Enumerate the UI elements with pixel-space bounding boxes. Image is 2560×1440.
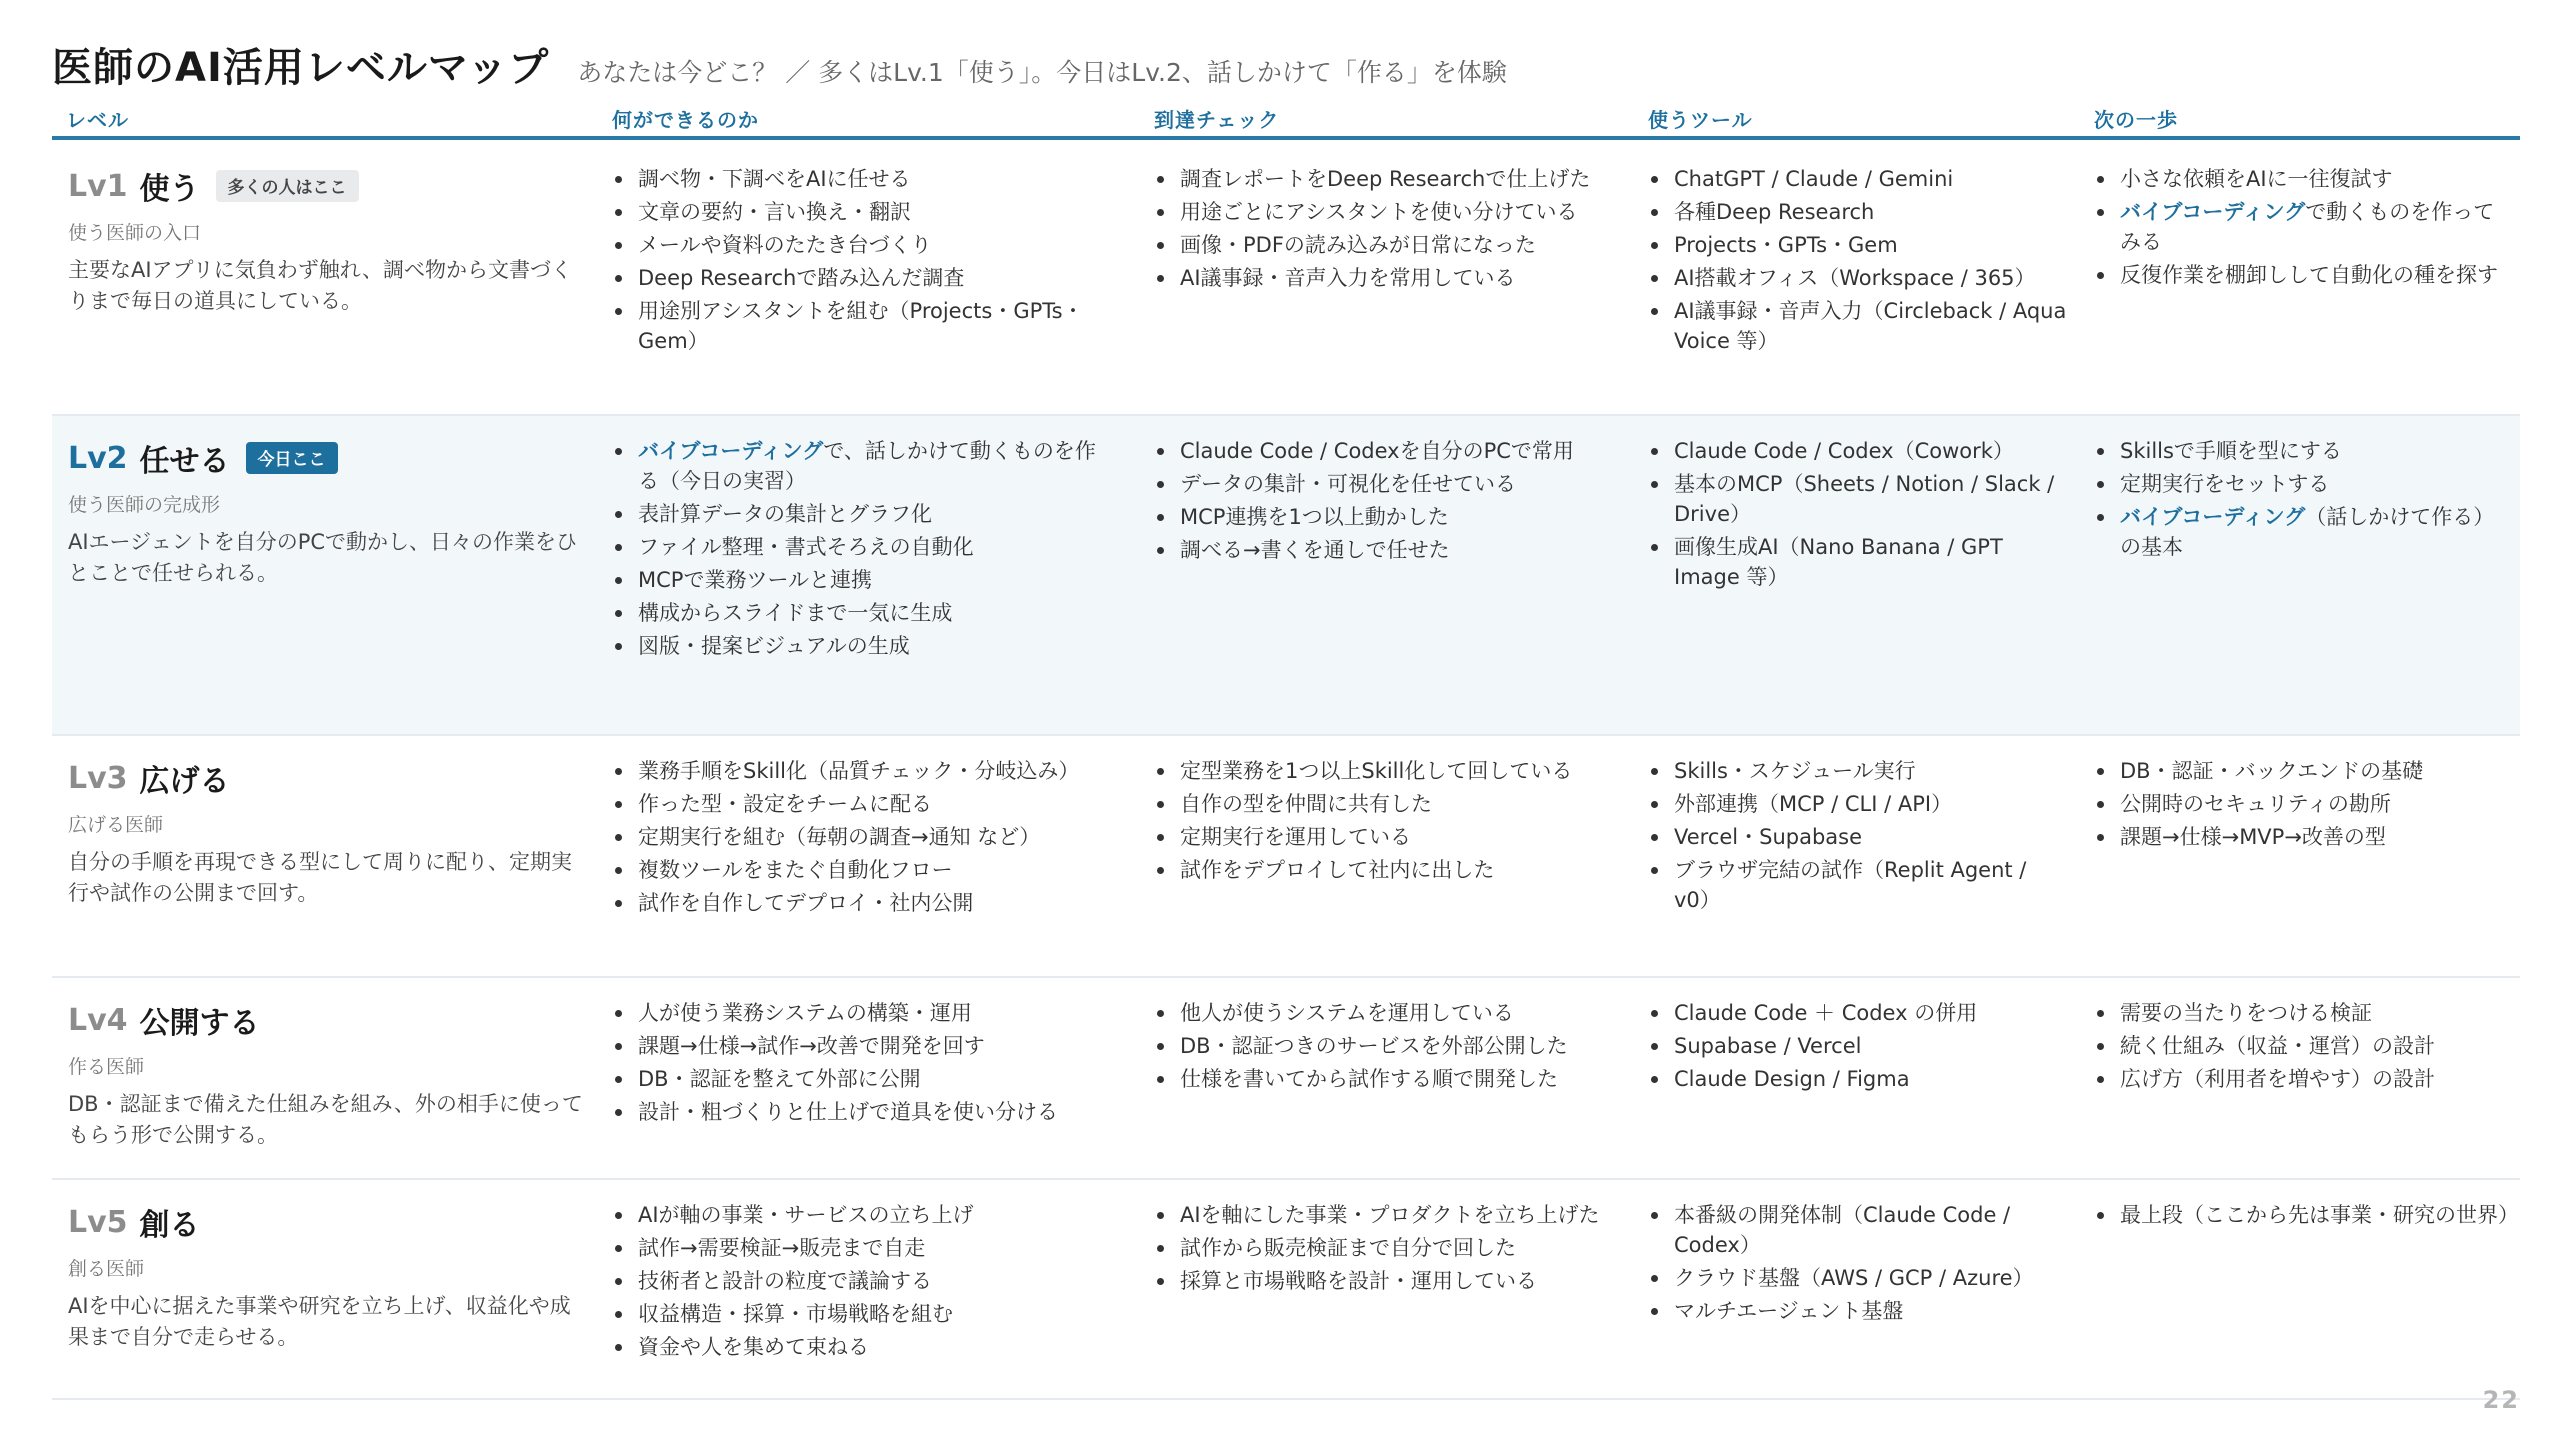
level-description: AIエージェントを自分のPCで動かし、日々の作業をひとことで任せられる。 bbox=[68, 530, 578, 585]
tools-cell bbox=[1648, 164, 2068, 359]
check-list bbox=[1154, 436, 1614, 565]
next-step-item-text: 広げ方（利用者を増やす）の設計 bbox=[2120, 1067, 2435, 1091]
tool-list bbox=[1648, 756, 2068, 915]
level-badge: 今日ここ bbox=[246, 442, 338, 474]
next-step-item bbox=[2094, 1064, 2514, 1094]
check-item: 試作をデプロイして社内に出した bbox=[1154, 855, 1614, 885]
check-item: Claude Code / Codexを自分のPCで常用 bbox=[1154, 436, 1614, 466]
check-item: 調べる→書くを通しで任せた bbox=[1154, 535, 1614, 565]
tool-item: 各種Deep Research bbox=[1648, 197, 2068, 227]
tool-item: Vercel・Supabase bbox=[1648, 822, 2068, 852]
check-item: 自作の型を仲間に共有した bbox=[1154, 789, 1614, 819]
header bbox=[52, 36, 2520, 93]
level-heading bbox=[68, 436, 588, 480]
highlight-term: バイブコーディング bbox=[2120, 200, 2306, 224]
next-step-item-text: 需要の当たりをつける検証 bbox=[2120, 1001, 2372, 1025]
level-subtitle: 使う医師の入口 bbox=[68, 222, 202, 244]
checklist-cell bbox=[1154, 164, 1614, 296]
capability-item-text: で、話しかけて動くものを作る（今日の実習） bbox=[638, 439, 1096, 493]
level-cell bbox=[68, 1200, 588, 1353]
capability-item: 資金や人を集めて束ねる bbox=[612, 1332, 1112, 1362]
capability-item: 用途別アシスタントを組む（Projects・GPTs・Gem） bbox=[612, 296, 1112, 356]
level-heading bbox=[68, 164, 588, 208]
level-subtitle: 使う医師の完成形 bbox=[68, 494, 221, 516]
check-item: 試作から販売検証まで自分で回した bbox=[1154, 1233, 1614, 1263]
level-badge: 多くの人はここ bbox=[216, 170, 359, 202]
level-cell bbox=[68, 164, 588, 317]
next-step-cell bbox=[2094, 1200, 2519, 1233]
checklist-cell bbox=[1154, 998, 1614, 1097]
capability-item bbox=[612, 436, 1112, 496]
capability-list bbox=[612, 436, 1112, 661]
page-number: 22 bbox=[2482, 1386, 2520, 1414]
level-description: DB・認証まで備えた仕組みを組み、外の相手に使ってもらう形で公開する。 bbox=[68, 1092, 583, 1147]
next-step-item-text: （話しかけて作る）の基本 bbox=[2120, 505, 2495, 559]
capability-item-text: 図版・提案ビジュアルの生成 bbox=[638, 634, 910, 658]
check-list bbox=[1154, 756, 1614, 885]
next-step-item-text: 公開時のセキュリティの勘所 bbox=[2120, 792, 2391, 816]
level-description: 主要なAIアプリに気負わず触れ、調べ物から文書づくりまで毎日の道具にしている。 bbox=[68, 258, 572, 313]
check-item: 採算と市場戦略を設計・運用している bbox=[1154, 1266, 1614, 1296]
checklist-cell bbox=[1154, 756, 1614, 888]
check-list bbox=[1154, 1200, 1614, 1296]
level-number: Lv2 bbox=[68, 440, 128, 476]
next-step-item bbox=[2094, 1031, 2514, 1061]
check-item: 他人が使うシステムを運用している bbox=[1154, 998, 1614, 1028]
next-step-cell bbox=[2094, 164, 2514, 293]
check-list bbox=[1154, 164, 1614, 293]
check-item: 定期実行を運用している bbox=[1154, 822, 1614, 852]
tools-cell bbox=[1648, 436, 2068, 595]
tools-cell bbox=[1648, 1200, 2068, 1329]
capability-item: 作った型・設定をチームに配る bbox=[612, 789, 1112, 819]
check-item: MCP連携を1つ以上動かした bbox=[1154, 502, 1614, 532]
capabilities-cell bbox=[612, 436, 1112, 664]
column-header-next-step: 次の一歩 bbox=[2094, 108, 2178, 132]
tool-item: Claude Code ＋ Codex の併用 bbox=[1648, 998, 2068, 1028]
tool-item: ChatGPT / Claude / Gemini bbox=[1648, 164, 2068, 194]
next-step-item-text: DB・認証・バックエンドの基礎 bbox=[2120, 759, 2424, 783]
capability-item: 人が使う業務システムの構築・運用 bbox=[612, 998, 1112, 1028]
capability-item: 収益構造・採算・市場戦略を組む bbox=[612, 1299, 1112, 1329]
capability-item: 業務手順をSkill化（品質チェック・分岐込み） bbox=[612, 756, 1112, 786]
capability-item bbox=[612, 565, 1112, 595]
capabilities-cell bbox=[612, 164, 1112, 359]
capability-item: AIが軸の事業・サービスの立ち上げ bbox=[612, 1200, 1112, 1230]
level-number: Lv1 bbox=[68, 168, 128, 204]
check-item: 用途ごとにアシスタントを使い分けている bbox=[1154, 197, 1614, 227]
capability-item bbox=[612, 532, 1112, 562]
capability-item bbox=[612, 631, 1112, 661]
level-name: 任せる bbox=[139, 444, 230, 479]
next-step-item bbox=[2094, 164, 2514, 194]
tool-item: Projects・GPTs・Gem bbox=[1648, 230, 2068, 260]
level-row-5 bbox=[52, 1180, 2520, 1400]
next-step-item bbox=[2094, 998, 2514, 1028]
next-step-item bbox=[2094, 502, 2514, 562]
capability-item: 課題→仕様→試作→改善で開発を回す bbox=[612, 1031, 1112, 1061]
level-number: Lv4 bbox=[68, 1002, 128, 1038]
level-number: Lv5 bbox=[68, 1204, 128, 1240]
next-step-item-text: Skillsで手順を型にする bbox=[2120, 439, 2342, 463]
level-cell bbox=[68, 436, 588, 589]
next-step-item-text: 最上段（ここから先は事業・研究の世界） bbox=[2120, 1203, 2519, 1227]
next-step-item bbox=[2094, 469, 2514, 499]
capabilities-cell bbox=[612, 1200, 1112, 1365]
capability-item-text: 構成からスライドまで一気に生成 bbox=[638, 601, 953, 625]
tool-item: Claude Design / Figma bbox=[1648, 1064, 2068, 1094]
next-step-item-text: 定期実行をセットする bbox=[2120, 472, 2330, 496]
column-header-tools: 使うツール bbox=[1648, 108, 1753, 132]
check-item: AI議事録・音声入力を常用している bbox=[1154, 263, 1614, 293]
capability-list bbox=[612, 164, 1112, 356]
next-step-item bbox=[2094, 756, 2514, 786]
level-subtitle: 作る医師 bbox=[68, 1056, 145, 1078]
tool-item: Claude Code / Codex（Cowork） bbox=[1648, 436, 2068, 466]
capability-item: 複数ツールをまたぐ自動化フロー bbox=[612, 855, 1112, 885]
next-step-list bbox=[2094, 756, 2514, 852]
level-name: 広げる bbox=[139, 764, 230, 799]
capability-item: DB・認証を整えて外部に公開 bbox=[612, 1064, 1112, 1094]
capability-item: 定期実行を組む（毎朝の調査→通知 など） bbox=[612, 822, 1112, 852]
capability-list bbox=[612, 1200, 1112, 1362]
next-step-list bbox=[2094, 1200, 2519, 1230]
level-row-4 bbox=[52, 978, 2520, 1180]
level-subtitle: 創る医師 bbox=[68, 1258, 145, 1280]
next-step-item-text: 課題→仕様→MVP→改善の型 bbox=[2120, 825, 2386, 849]
level-number: Lv3 bbox=[68, 760, 128, 796]
next-step-cell bbox=[2094, 756, 2514, 855]
capability-item: Deep Researchで踏み込んだ調査 bbox=[612, 263, 1112, 293]
next-step-item bbox=[2094, 822, 2514, 852]
highlight-term: バイブコーディング bbox=[2120, 505, 2306, 529]
check-item: 定型業務を1つ以上Skill化して回している bbox=[1154, 756, 1614, 786]
tool-item: Skills・スケジュール実行 bbox=[1648, 756, 2068, 786]
level-description: 自分の手順を再現できる型にして周りに配り、定期実行や試作の公開まで回す。 bbox=[68, 850, 572, 905]
capability-list bbox=[612, 998, 1112, 1127]
level-subtitle: 広げる医師 bbox=[68, 814, 164, 836]
tools-cell bbox=[1648, 756, 2068, 918]
capabilities-cell bbox=[612, 998, 1112, 1130]
capability-item: 設計・粗づくりと仕上げで道具を使い分ける bbox=[612, 1097, 1112, 1127]
column-header-capabilities: 何ができるのか bbox=[612, 108, 759, 132]
tool-item: 基本のMCP（Sheets / Notion / Slack / Drive） bbox=[1648, 469, 2068, 529]
next-step-item bbox=[2094, 1200, 2519, 1230]
checklist-cell bbox=[1154, 1200, 1614, 1299]
tool-item: マルチエージェント基盤 bbox=[1648, 1296, 2068, 1326]
level-name: 創る bbox=[139, 1208, 200, 1243]
next-step-item-text: 続く仕組み（収益・運営）の設計 bbox=[2120, 1034, 2435, 1058]
tool-list bbox=[1648, 436, 2068, 592]
level-heading bbox=[68, 756, 588, 800]
check-item: AIを軸にした事業・プロダクトを立ち上げた bbox=[1154, 1200, 1614, 1230]
capability-item: 試作を自作してデプロイ・社内公開 bbox=[612, 888, 1112, 918]
level-cell bbox=[68, 756, 588, 909]
highlight-term: バイブコーディング bbox=[638, 439, 824, 463]
column-header-level: レベル bbox=[66, 108, 129, 132]
check-item: データの集計・可視化を任せている bbox=[1154, 469, 1614, 499]
level-description: AIを中心に据えた事業や研究を立ち上げ、収益化や成果まで自分で走らせる。 bbox=[68, 1294, 571, 1349]
next-step-list bbox=[2094, 164, 2514, 290]
tool-list bbox=[1648, 164, 2068, 356]
next-step-item bbox=[2094, 789, 2514, 819]
page-title: 医師のAI活用レベルマップ bbox=[52, 45, 550, 91]
tool-list bbox=[1648, 998, 2068, 1094]
next-step-list bbox=[2094, 998, 2514, 1094]
tool-item: 外部連携（MCP / CLI / API） bbox=[1648, 789, 2068, 819]
check-item: DB・認証つきのサービスを外部公開した bbox=[1154, 1031, 1614, 1061]
next-step-item-text: で動くものを作ってみる bbox=[2120, 200, 2495, 254]
level-row-3 bbox=[52, 736, 2520, 978]
next-step-item bbox=[2094, 260, 2514, 290]
column-header-checklist: 到達チェック bbox=[1154, 108, 1280, 132]
checklist-cell bbox=[1154, 436, 1614, 568]
check-list bbox=[1154, 998, 1614, 1094]
check-item: 仕様を書いてから試作する順で開発した bbox=[1154, 1064, 1614, 1094]
capability-item: 技術者と設計の粒度で議論する bbox=[612, 1266, 1112, 1296]
capability-item-text: ファイル整理・書式そろえの自動化 bbox=[638, 535, 974, 559]
table-header bbox=[52, 100, 2520, 140]
capability-item: 調べ物・下調べをAIに任せる bbox=[612, 164, 1112, 194]
tool-list bbox=[1648, 1200, 2068, 1326]
tool-item: Supabase / Vercel bbox=[1648, 1031, 2068, 1061]
next-step-cell bbox=[2094, 436, 2514, 565]
check-item: 調査レポートをDeep Researchで仕上げた bbox=[1154, 164, 1614, 194]
next-step-item bbox=[2094, 197, 2514, 257]
tool-item: 画像生成AI（Nano Banana / GPT Image 等） bbox=[1648, 532, 2068, 592]
check-item: 画像・PDFの読み込みが日常になった bbox=[1154, 230, 1614, 260]
capability-list bbox=[612, 756, 1112, 918]
next-step-item-text: 小さな依頼をAIに一往復試す bbox=[2120, 167, 2393, 191]
capability-item: 試作→需要検証→販売まで自走 bbox=[612, 1233, 1112, 1263]
capability-item: 文章の要約・言い換え・翻訳 bbox=[612, 197, 1112, 227]
tool-item: AI搭載オフィス（Workspace / 365） bbox=[1648, 263, 2068, 293]
tool-item: クラウド基盤（AWS / GCP / Azure） bbox=[1648, 1263, 2068, 1293]
level-name: 公開する bbox=[139, 1006, 260, 1041]
level-name: 使う bbox=[139, 172, 200, 207]
tools-cell bbox=[1648, 998, 2068, 1097]
capability-item-text: MCPで業務ツールと連携 bbox=[638, 568, 873, 592]
capability-item: メールや資料のたたき台づくり bbox=[612, 230, 1112, 260]
tool-item: 本番級の開発体制（Claude Code / Codex） bbox=[1648, 1200, 2068, 1260]
level-heading bbox=[68, 1200, 588, 1244]
level-heading bbox=[68, 998, 588, 1042]
page-subtitle: あなたは今どこ？ ／ 多くはLv.1「使う」。今日はLv.2、話しかけて「作る」を体験 bbox=[577, 58, 1507, 87]
level-cell bbox=[68, 998, 588, 1151]
capabilities-cell bbox=[612, 756, 1112, 921]
tool-item: ブラウザ完結の試作（Replit Agent / v0） bbox=[1648, 855, 2068, 915]
next-step-item-text: 反復作業を棚卸しして自動化の種を探す bbox=[2120, 263, 2498, 287]
next-step-item bbox=[2094, 436, 2514, 466]
capability-item bbox=[612, 598, 1112, 628]
level-row-2 bbox=[52, 416, 2520, 736]
next-step-list bbox=[2094, 436, 2514, 562]
capability-item bbox=[612, 499, 1112, 529]
next-step-cell bbox=[2094, 998, 2514, 1097]
capability-item-text: 表計算データの集計とグラフ化 bbox=[638, 502, 932, 526]
level-row-1 bbox=[52, 144, 2520, 416]
tool-item: AI議事録・音声入力（Circleback / Aqua Voice 等） bbox=[1648, 296, 2068, 356]
